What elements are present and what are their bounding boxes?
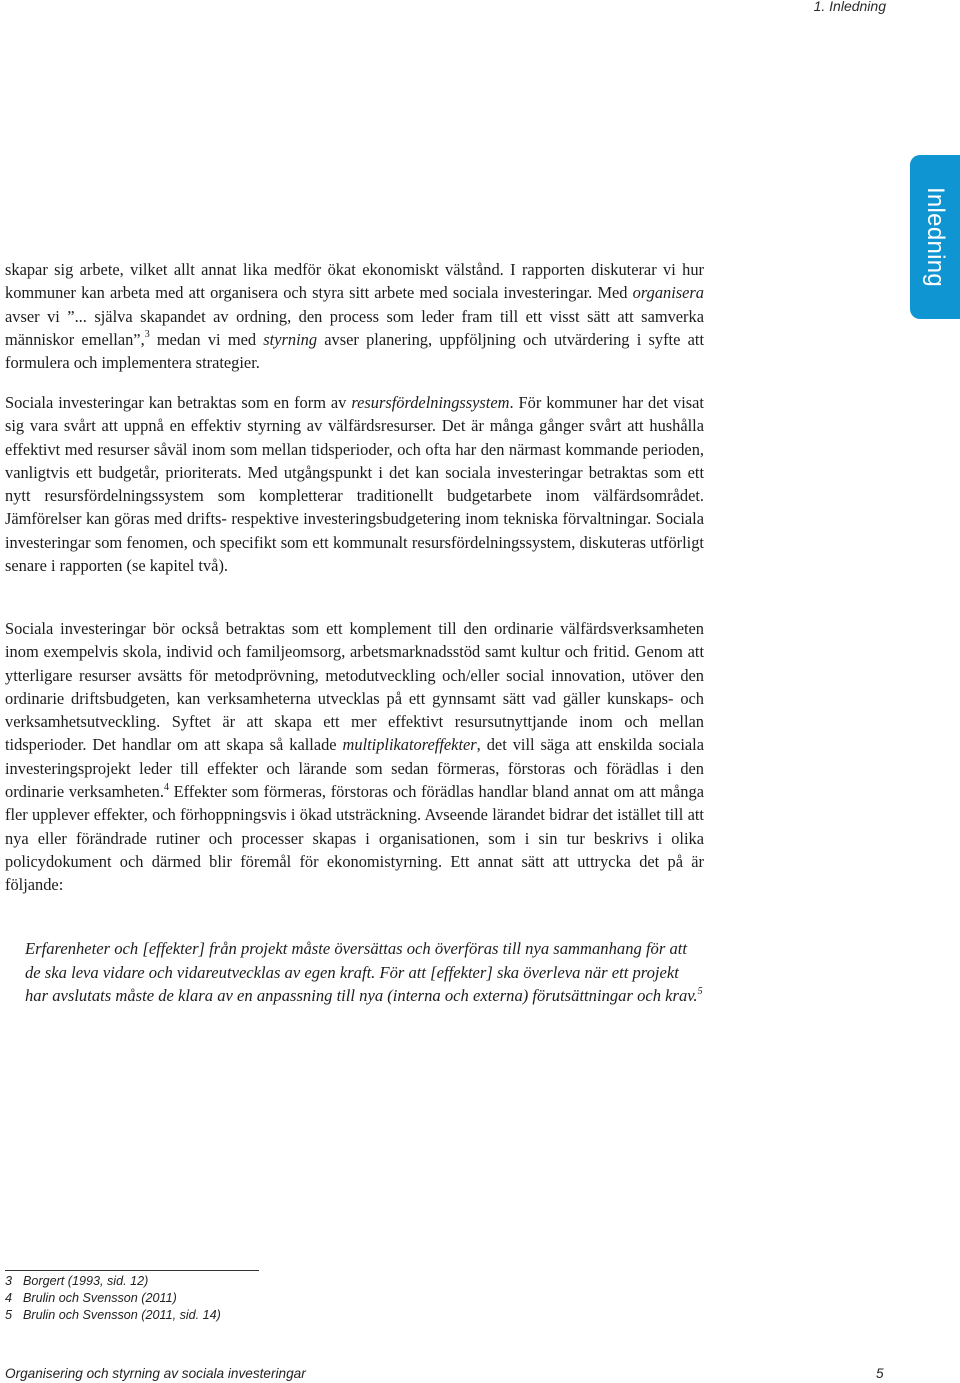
- text-run: skapar sig arbete, vilket allt annat lika medför ökat ekonomiskt välstånd. I rapporten diskuterar vi hur kommuner kan arbeta med att organisera och styra sitt arbete med sociala investeringar. Med: [5, 260, 704, 303]
- footnote-number: 5: [5, 1307, 13, 1322]
- footnote-text: Brulin och Svensson (2011): [23, 1290, 177, 1305]
- emphasis-term: organisera: [632, 283, 704, 303]
- paragraph-intro: [5, 258, 704, 374]
- text-run: Sociala investeringar kan betraktas som en form av: [5, 393, 352, 412]
- text-run: . För kommuner har det visat sig vara svårt att uppnå en effektiv styrning av välfärdsresurser. Det är många gånger svårt att hushålla effektivt med resurser såväl inom som mellan tidsperioder, och ofta har den närmast kommande perioden, vanligtvis ett budgetår, prioriterats. Med utgångspunkt i det kan sociala investeringar betraktas som ett nytt resursfördelningssystem som kompletterar traditionellt budgetarbete inom välfärdsområdet. Jämförelser kan göras med drifts- respektive investeringsbudgetering inom tekniska förvaltningar. Sociala investeringar som fenomen, och specifikt som ett kommunalt resursfördelningssystem, diskuteras utförligt senare i rapporten (se kapitel två).: [5, 393, 704, 576]
- footnote-number: 4: [5, 1290, 13, 1305]
- footnote-item: [5, 1273, 221, 1290]
- text-run: Effekter som förmeras, förstoras och förädlas handlar bland annat om att många fler upplever effekter, och förhoppningsvis i ökad utsträckning. Avseende lärandet bidrar det istället till att nya eller förändrade rutiner och processer skapas i organisationen, som i sin tur beskrivs i olika policydokument och därmed blir föremål för ekonomistyrning. Ett annat sätt att uttrycka det på är följande:: [5, 782, 704, 895]
- text-run: medan vi med: [149, 329, 264, 349]
- emphasis-term: multiplikatoreffekter: [342, 735, 477, 755]
- side-tab-label: Inledning: [922, 186, 949, 288]
- chapter-side-tab: [910, 155, 960, 319]
- text-run: avser vi ”... själva skapandet av ordning, den process som leder fram till ett visst sätt att samverka människor emellan”,: [5, 306, 704, 349]
- paragraph-resource-allocation: [5, 391, 704, 577]
- footnote-item: [5, 1290, 221, 1307]
- footnote-divider: [5, 1270, 259, 1271]
- emphasis-term: styrning: [263, 329, 318, 349]
- text-run: , det vill säga att enskilda sociala investeringsprojekt leder till effekter och lärande som sedan förmeras, förstoras och förädlas i den ordinarie verksamheten.: [5, 735, 704, 802]
- text-run: avser planering, uppföljning och utvärdering i syfte att formulera och implementera strategier.: [5, 329, 704, 373]
- text-run: Sociala investeringar bör också betraktas som ett komplement till den ordinarie välfärdsverksamheten inom exempelvis skola, individ och familjeomsorg, arbetsmarknadsstöd samt kultur och fritid. Genom att ytterligare resurser avsätts för metodprövning, metodutveckling och/eller social innovation, utöver den ordinarie driftsbudgeten, kan verksamheterna utvecklas på ett gynnsamt sätt vad gäller kunskaps- och verksamhetsutveckling. Syftet är att skapa ett mer effektivt resursutnyttjande inom och mellan tidsperioder. Det handlar om att skapa så kallade: [5, 619, 704, 755]
- footnote-ref: 3: [144, 329, 150, 341]
- footnote-ref: 4: [163, 781, 169, 793]
- running-header-chapter: 1. Inledning: [813, 0, 886, 14]
- footnote-text: Brulin och Svensson (2011, sid. 14): [23, 1307, 221, 1322]
- footnote-text: Borgert (1993, sid. 12): [23, 1274, 149, 1288]
- footnote-ref: 5: [697, 985, 703, 997]
- footnotes: [5, 1273, 221, 1323]
- page-number: 5: [876, 1366, 884, 1381]
- block-quote: [25, 937, 705, 1008]
- footer-document-title: Organisering och styrning av sociala investeringar: [5, 1366, 306, 1381]
- footnote-item: [5, 1307, 221, 1324]
- footnote-number: 3: [5, 1274, 13, 1288]
- quote-text: Erfarenheter och [effekter] från projekt måste översättas och överföras till nya sammanhang för att de ska leva vidare och vidareutvecklas av egen kraft. För att [effekter] ska överleva när ett projekt har avslutats måste de klara av en anpassning till nya (interna och externa) förutsättningar och krav.: [25, 939, 698, 1006]
- emphasis-term: resursfördelningssystem: [351, 393, 510, 412]
- paragraph-complement: [5, 617, 704, 897]
